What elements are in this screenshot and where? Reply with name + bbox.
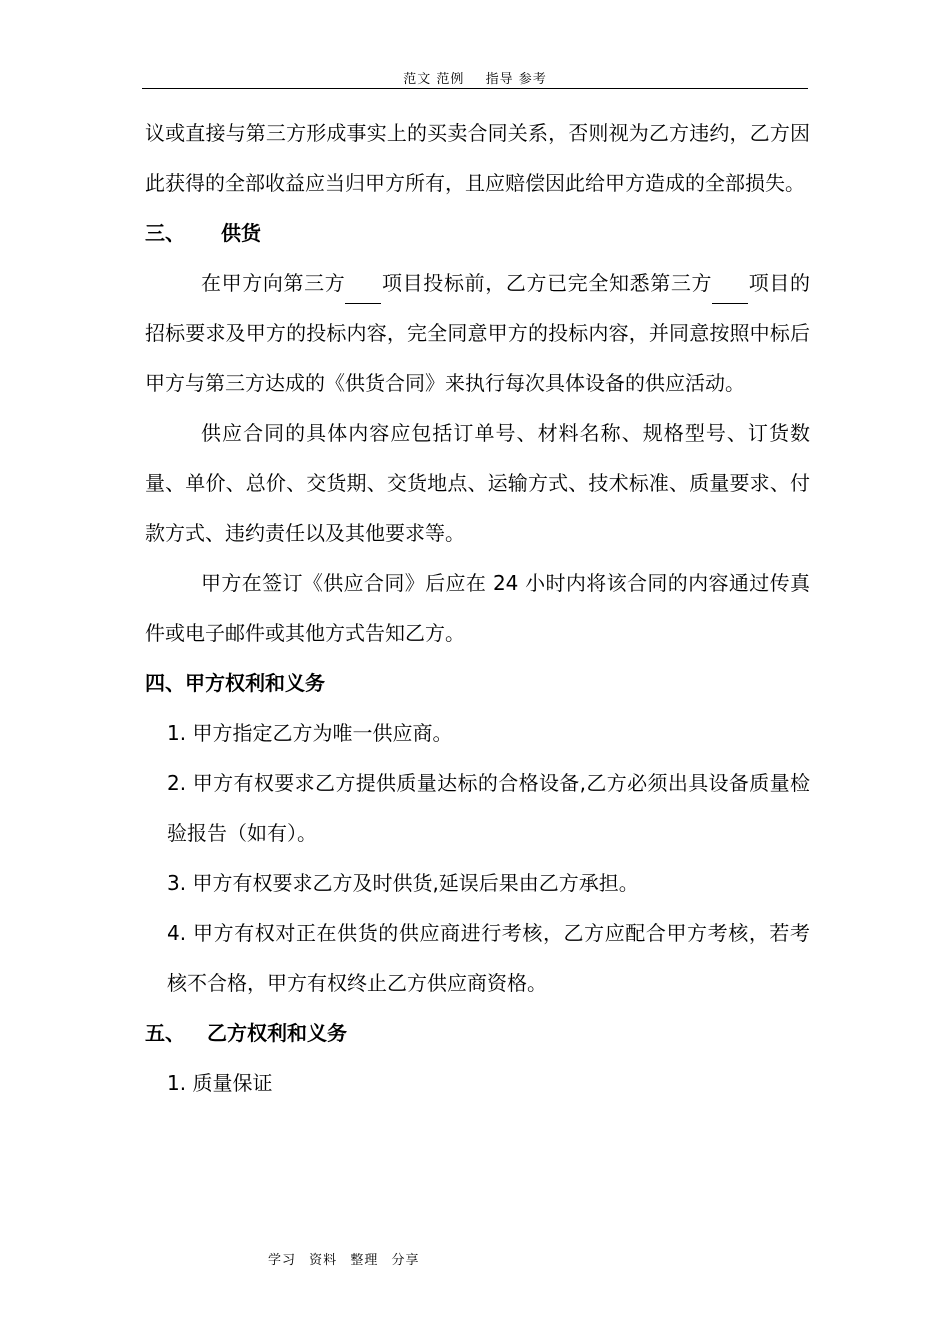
blank-field-1 [345, 283, 381, 304]
section-3-title: 供货 [221, 221, 261, 245]
list-item: 2. 甲方有权要求乙方提供质量达标的合格设备,乙方必须出具设备质量检验报告（如有）。 [167, 771, 810, 845]
section-3-number: 三、 [145, 221, 185, 245]
supply-text-a: 在甲方向第三方 [201, 271, 346, 295]
footer-word: 整理 [350, 1253, 379, 1268]
page-footer [268, 1249, 427, 1268]
list-item: 1. 甲方指定乙方为唯一供应商。 [167, 721, 453, 745]
paragraph-contract-content: 供应合同的具体内容应包括订单号、材料名称、规格型号、订货数量、单价、总价、交货期、交货地点、运输方式、技术标准、质量要求、付款方式、违约责任以及其他要求等。 [145, 421, 810, 545]
page-header [142, 68, 808, 89]
section-heading-3 [145, 208, 810, 258]
paragraph-continuation: 议或直接与第三方形成事实上的买卖合同关系，否则视为乙方违约，乙方因此获得的全部收益应当归甲方所有，且应赔偿因此给甲方造成的全部损失。 [145, 121, 810, 195]
header-left-text: 范文 范例 [403, 72, 465, 87]
footer-word: 分享 [391, 1253, 420, 1268]
section-5-title: 乙方权利和义务 [207, 1021, 347, 1045]
list-item: 1. 质量保证 [167, 1071, 273, 1095]
paragraph-supply-intro [145, 258, 810, 408]
footer-word: 学习 [268, 1253, 297, 1268]
section-heading-4: 四、甲方权利和义务 [145, 671, 325, 695]
blank-field-2 [712, 283, 748, 304]
paragraph-notification: 甲方在签订《供应合同》后应在 24 小时内将该合同的内容通过传真件或电子邮件或其他方式告知乙方。 [145, 571, 810, 645]
header-right-text: 指导 参考 [485, 72, 547, 87]
list-item: 3. 甲方有权要求乙方及时供货,延误后果由乙方承担。 [167, 871, 639, 895]
footer-word: 资料 [309, 1253, 338, 1268]
supply-text-b: 项目投标前，乙方已完全知悉第三方 [381, 271, 713, 295]
supply-text-c: 项目的招标要求及甲方的投标内容，完全同意甲方的投标内容，并同意按照中标后甲方与第三方达成的《供货合同》来执行每次具体设备的供应活动。 [145, 271, 811, 395]
list-item: 4. 甲方有权对正在供货的供应商进行考核，乙方应配合甲方考核，若考核不合格，甲方有权终止乙方供应商资格。 [167, 921, 810, 995]
section-heading-5 [145, 1008, 810, 1058]
document-body [145, 108, 810, 1108]
section-5-number: 五、 [145, 1021, 185, 1045]
